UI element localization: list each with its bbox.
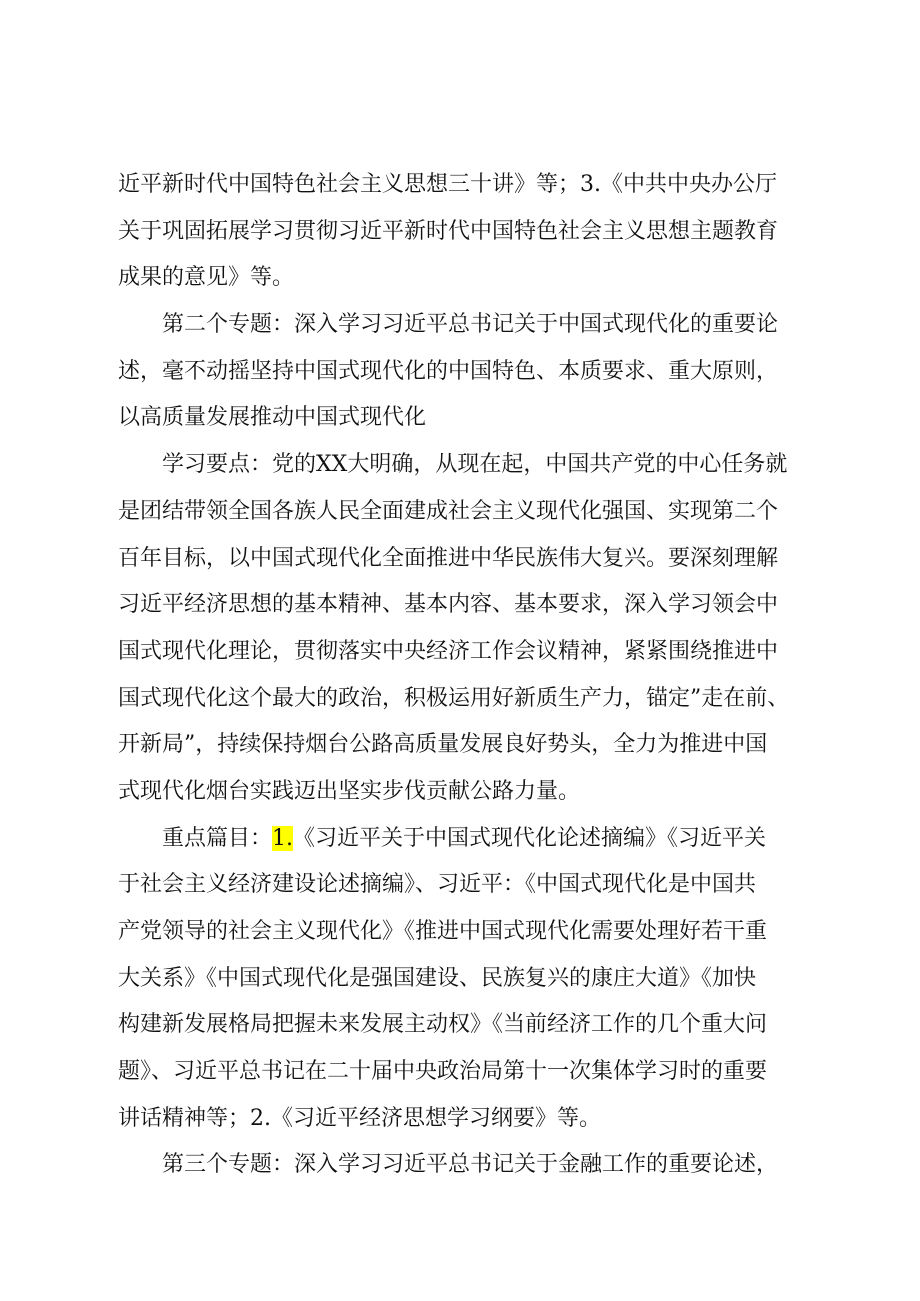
text-line: 国式现代化理论，贯彻落实中央经济工作会议精神，紧紧围绕推进中	[118, 638, 779, 664]
text-line: 第二个专题：深入学习习近平总书记关于中国式现代化的重要论	[118, 312, 779, 338]
text-line: 近平新时代中国特色社会主义思想三十讲》等；3.《中共中央办公厅	[118, 172, 777, 197]
text-line: 以高质量发展推动中国式现代化	[118, 405, 427, 431]
text-line: 构建新发展格局把握未来发展主动权》《当前经济工作的几个重大问	[118, 1012, 768, 1038]
key-articles-label: 重点篇目：	[118, 825, 273, 851]
text-line: 产党领导的社会主义现代化》《推进中国式现代化需要处理好若干重	[118, 919, 768, 944]
text-line: 于社会主义经济建设论述摘编》、习近平：《中国式现代化是中国共	[118, 872, 757, 898]
text-line: 第三个专题：深入学习习近平总书记关于金融工作的重要论述，	[118, 1152, 779, 1178]
text-line: 习近平经济思想的基本精神、基本内容、基本要求，深入学习领会中	[118, 592, 779, 618]
highlighted-number: 1.	[272, 825, 294, 851]
text-line: 成果的意见》等。	[118, 265, 295, 291]
text-line: 题》、习近平总书记在二十届中央政治局第十一次集体学习时的重要	[118, 1059, 768, 1085]
text-line: 关于巩固拓展学习贯彻习近平新时代中国特色社会主义思想主题教育	[118, 218, 779, 244]
key-articles-text: 《习近平关于中国式现代化论述摘编》《习近平关	[293, 825, 767, 851]
key-articles-line	[118, 816, 818, 863]
text-line: 国式现代化这个最大的政治，积极运用好新质生产力，锚定”走在前、	[118, 685, 790, 711]
document-body	[118, 162, 818, 1189]
text-line: 是团结带领全国各族人民全面建成社会主义现代化强国、实现第二个	[118, 498, 779, 524]
text-line: 学习要点：党的XX大明确，从现在起，中国共产党的中心任务就	[118, 452, 788, 478]
text-line: 述，毫不动摇坚持中国式现代化的中国特色、本质要求、重大原则，	[118, 358, 779, 384]
text-line: 开新局”，持续保持烟台公路高质量发展良好势头，全力为推进中国	[118, 732, 768, 758]
text-line: 大关系》《中国式现代化是强国建设、民族复兴的康庄大道》《加快	[118, 965, 757, 991]
text-line: 讲话精神等；2.《习近平经济思想学习纲要》等。	[118, 1105, 601, 1131]
text-line: 百年目标，以中国式现代化全面推进中华民族伟大复兴。要深刻理解	[118, 545, 779, 571]
text-line: 式现代化烟台实践迈出坚实步伐贡献公路力量。	[118, 778, 581, 804]
